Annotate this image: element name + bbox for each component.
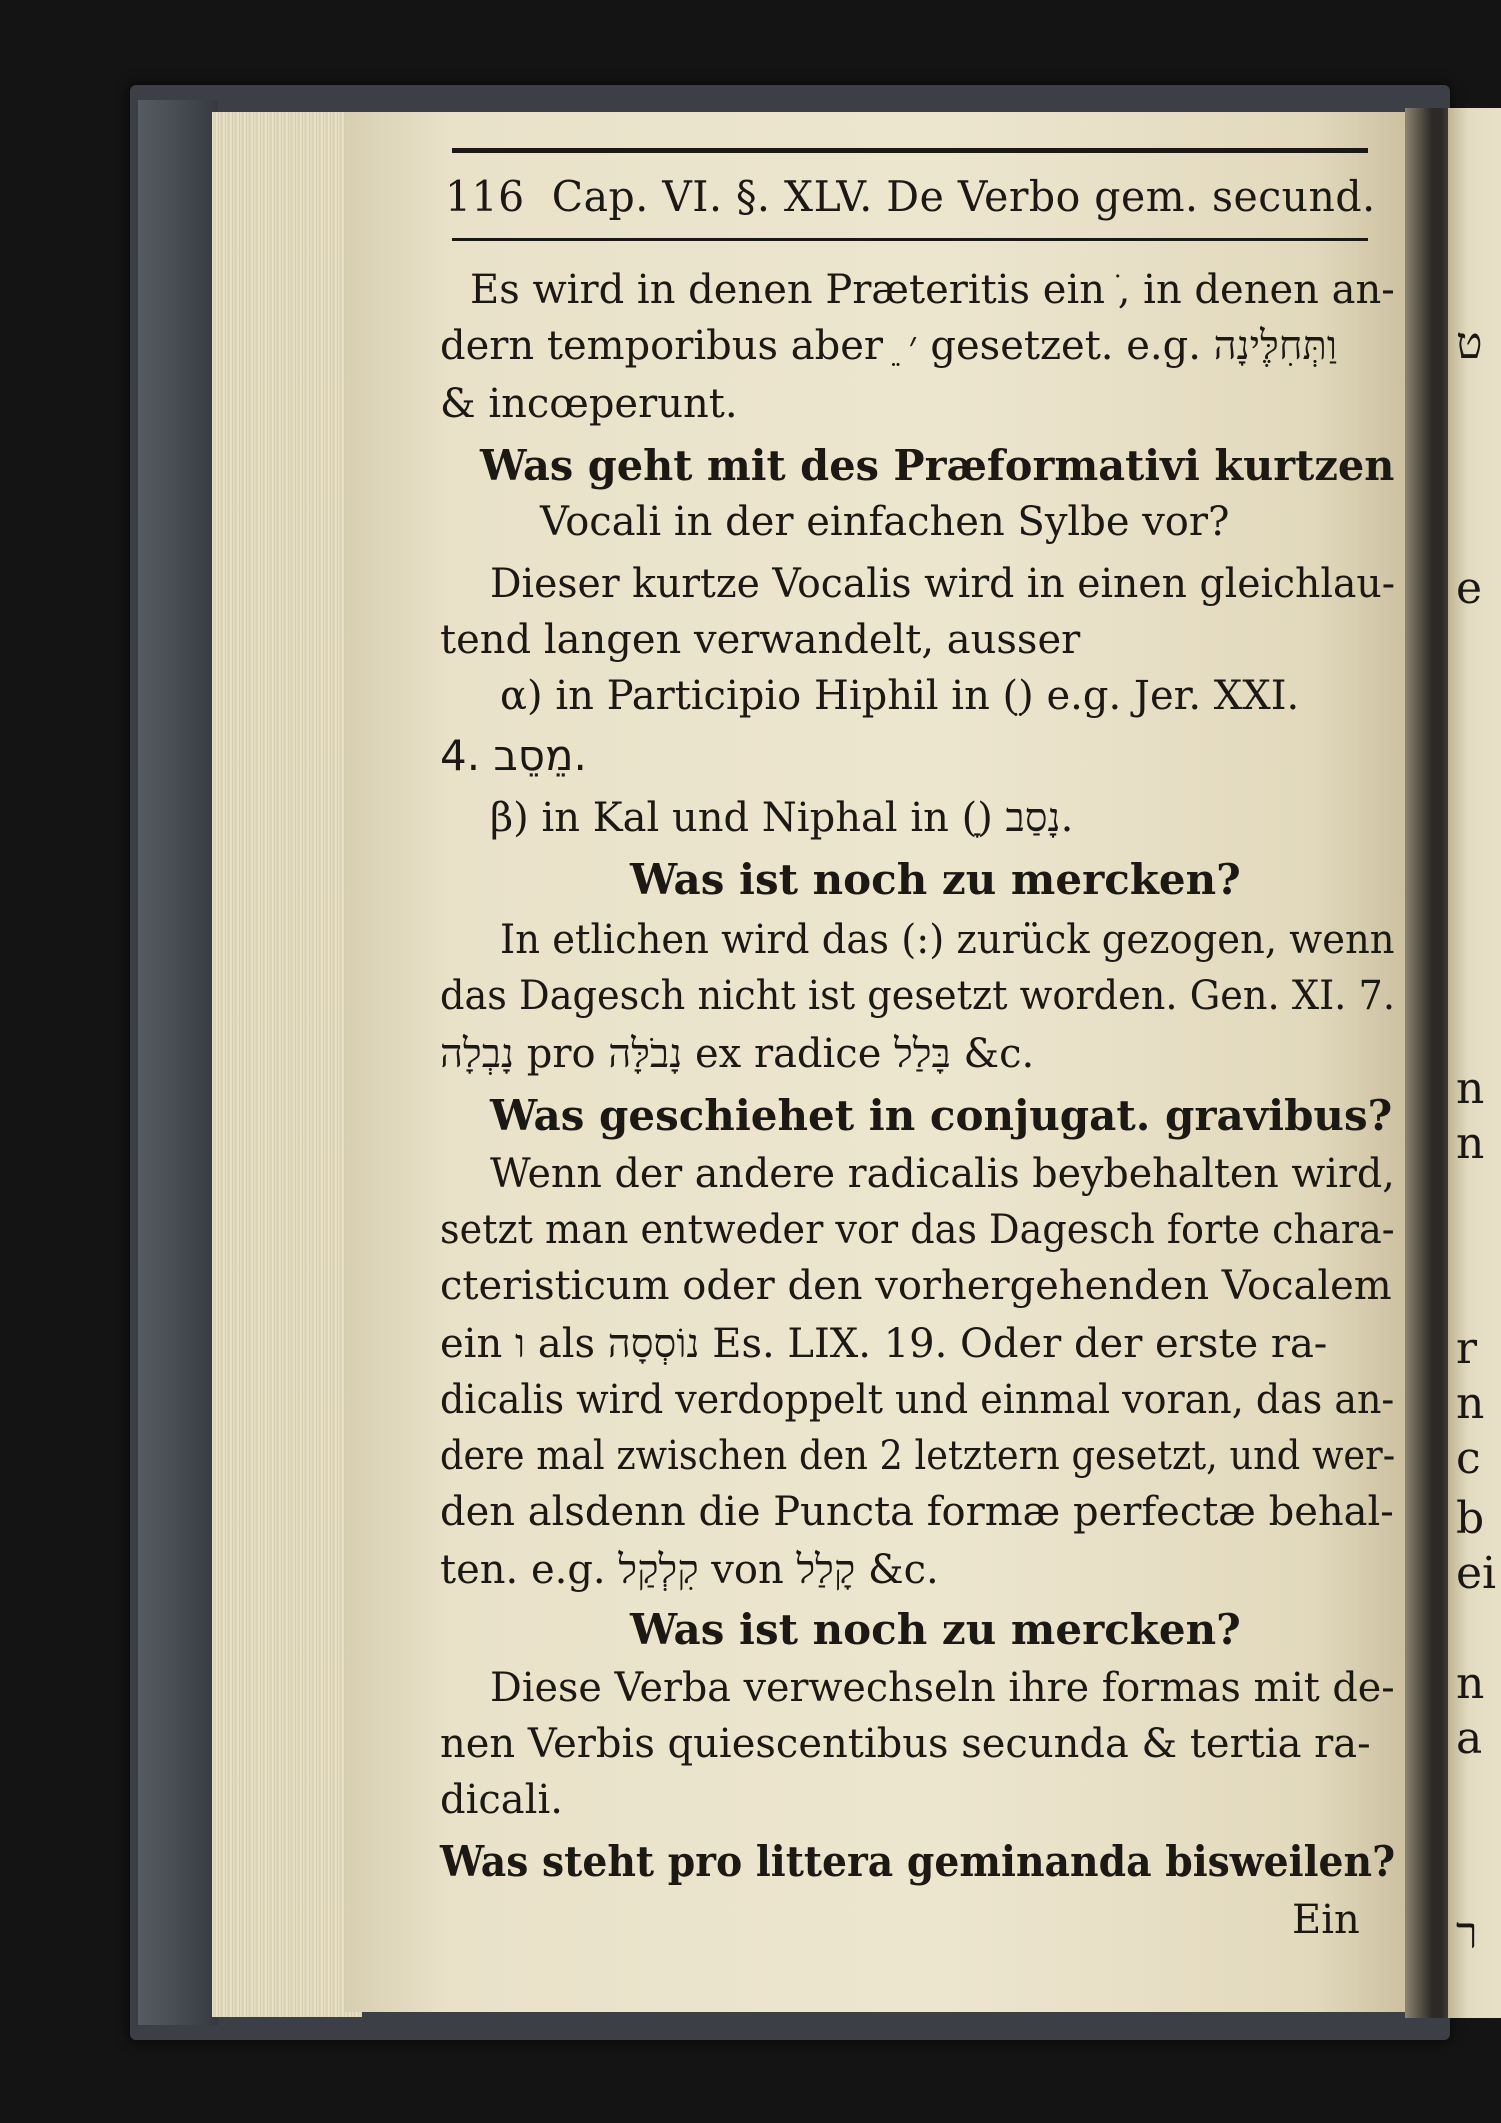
text-line: nen Verbis quiescentibus secunda & tertia ra-: [440, 1721, 1371, 1767]
text-line: In etlichen wird das (:) zurück gezogen, wenn: [500, 917, 1395, 963]
book-spine-edge: [138, 100, 218, 2025]
question-heading: Was geht mit des Præformativi kurtzen: [480, 441, 1395, 490]
question-heading: Was ist noch zu mercken?: [630, 855, 1241, 904]
facing-glyph: ei: [1456, 1548, 1497, 1599]
text-line: 4. מֵסֵב.: [440, 731, 587, 780]
question-heading: Was ist noch zu mercken?: [630, 1605, 1241, 1654]
facing-glyph: c: [1456, 1433, 1481, 1484]
facing-glyph: n: [1456, 1378, 1485, 1429]
text-line: ten. e.g. קִלְקַל von קָלַל &c.: [440, 1547, 939, 1593]
running-header: [445, 172, 1376, 221]
text-line: das Dagesch nicht ist gesetzt worden. Gen. XI. 7.: [440, 973, 1395, 1019]
text-line: Diese Verba verwechseln ihre formas mit de-: [490, 1665, 1395, 1711]
text-line: Dieser kurtze Vocalis wird in einen gleichlau-: [490, 561, 1396, 607]
running-title: Cap. VI. §. XLV. De Verbo gem. secund.: [551, 172, 1376, 221]
text-line: נָבְלָה pro נָבֹלָּה ex radice בָּלַל &c.: [440, 1031, 1035, 1077]
question-heading: Was steht pro littera geminanda bisweilen?: [440, 1837, 1396, 1886]
text-line: Es wird in denen Præteritis ein ֹ, in denen an-: [470, 267, 1395, 313]
question-heading: Vocali in der einfachen Sylbe vor?: [540, 499, 1230, 545]
catchword: Ein: [1292, 1897, 1360, 1943]
text-line: dicalis wird verdoppelt und einmal voran, das an-: [440, 1377, 1395, 1423]
text-line: dicali.: [440, 1777, 563, 1823]
text-line: cteristicum oder den vorhergehenden Vocalem: [440, 1263, 1392, 1309]
text-line: Wenn der andere radicalis beybehalten wird,: [490, 1151, 1395, 1197]
facing-glyph: a: [1456, 1713, 1483, 1764]
text-line: den alsdenn die Puncta formæ perfectæ behal-: [440, 1489, 1394, 1535]
text-line: α) in Participio Hiphil in (ֵ) e.g. Jer. XXI.: [500, 673, 1300, 719]
page-edges: [212, 112, 362, 2017]
facing-glyph: ר: [1456, 1908, 1478, 1959]
facing-page-fragment: [1448, 108, 1501, 2018]
facing-glyph: e: [1456, 563, 1483, 614]
text-line: ein ו als נוֹסְסָה Es. LIX. 19. Oder der erste ra-: [440, 1321, 1328, 1367]
header-bottom-rule: [452, 238, 1368, 241]
text-line: tend langen verwandelt, ausser: [440, 617, 1081, 663]
facing-glyph: n: [1456, 1118, 1485, 1169]
facing-glyph: r: [1456, 1323, 1478, 1374]
facing-glyph: b: [1456, 1493, 1485, 1544]
facing-glyph: n: [1456, 1658, 1485, 1709]
text-line: setzt man entweder vor das Dagesch forte chara-: [440, 1207, 1395, 1253]
text-line: & incœperunt.: [440, 381, 738, 427]
text-line: β) in Kal und Niphal in (ָ) נָסַב.: [490, 795, 1074, 841]
text-line: dere mal zwischen den 2 letztern gesetzt, und wer-: [440, 1433, 1396, 1479]
page-number: 116: [445, 172, 525, 221]
facing-glyph: n: [1456, 1063, 1485, 1114]
header-top-rule: [452, 148, 1368, 153]
facing-glyph: ט: [1456, 318, 1483, 369]
question-heading: Was geschiehet in conjugat. gravibus?: [490, 1091, 1393, 1140]
text-line: dern temporibus aber ֵ ׳ gesetzet. e.g. וַתְּחִלֶּינָה: [440, 323, 1338, 369]
